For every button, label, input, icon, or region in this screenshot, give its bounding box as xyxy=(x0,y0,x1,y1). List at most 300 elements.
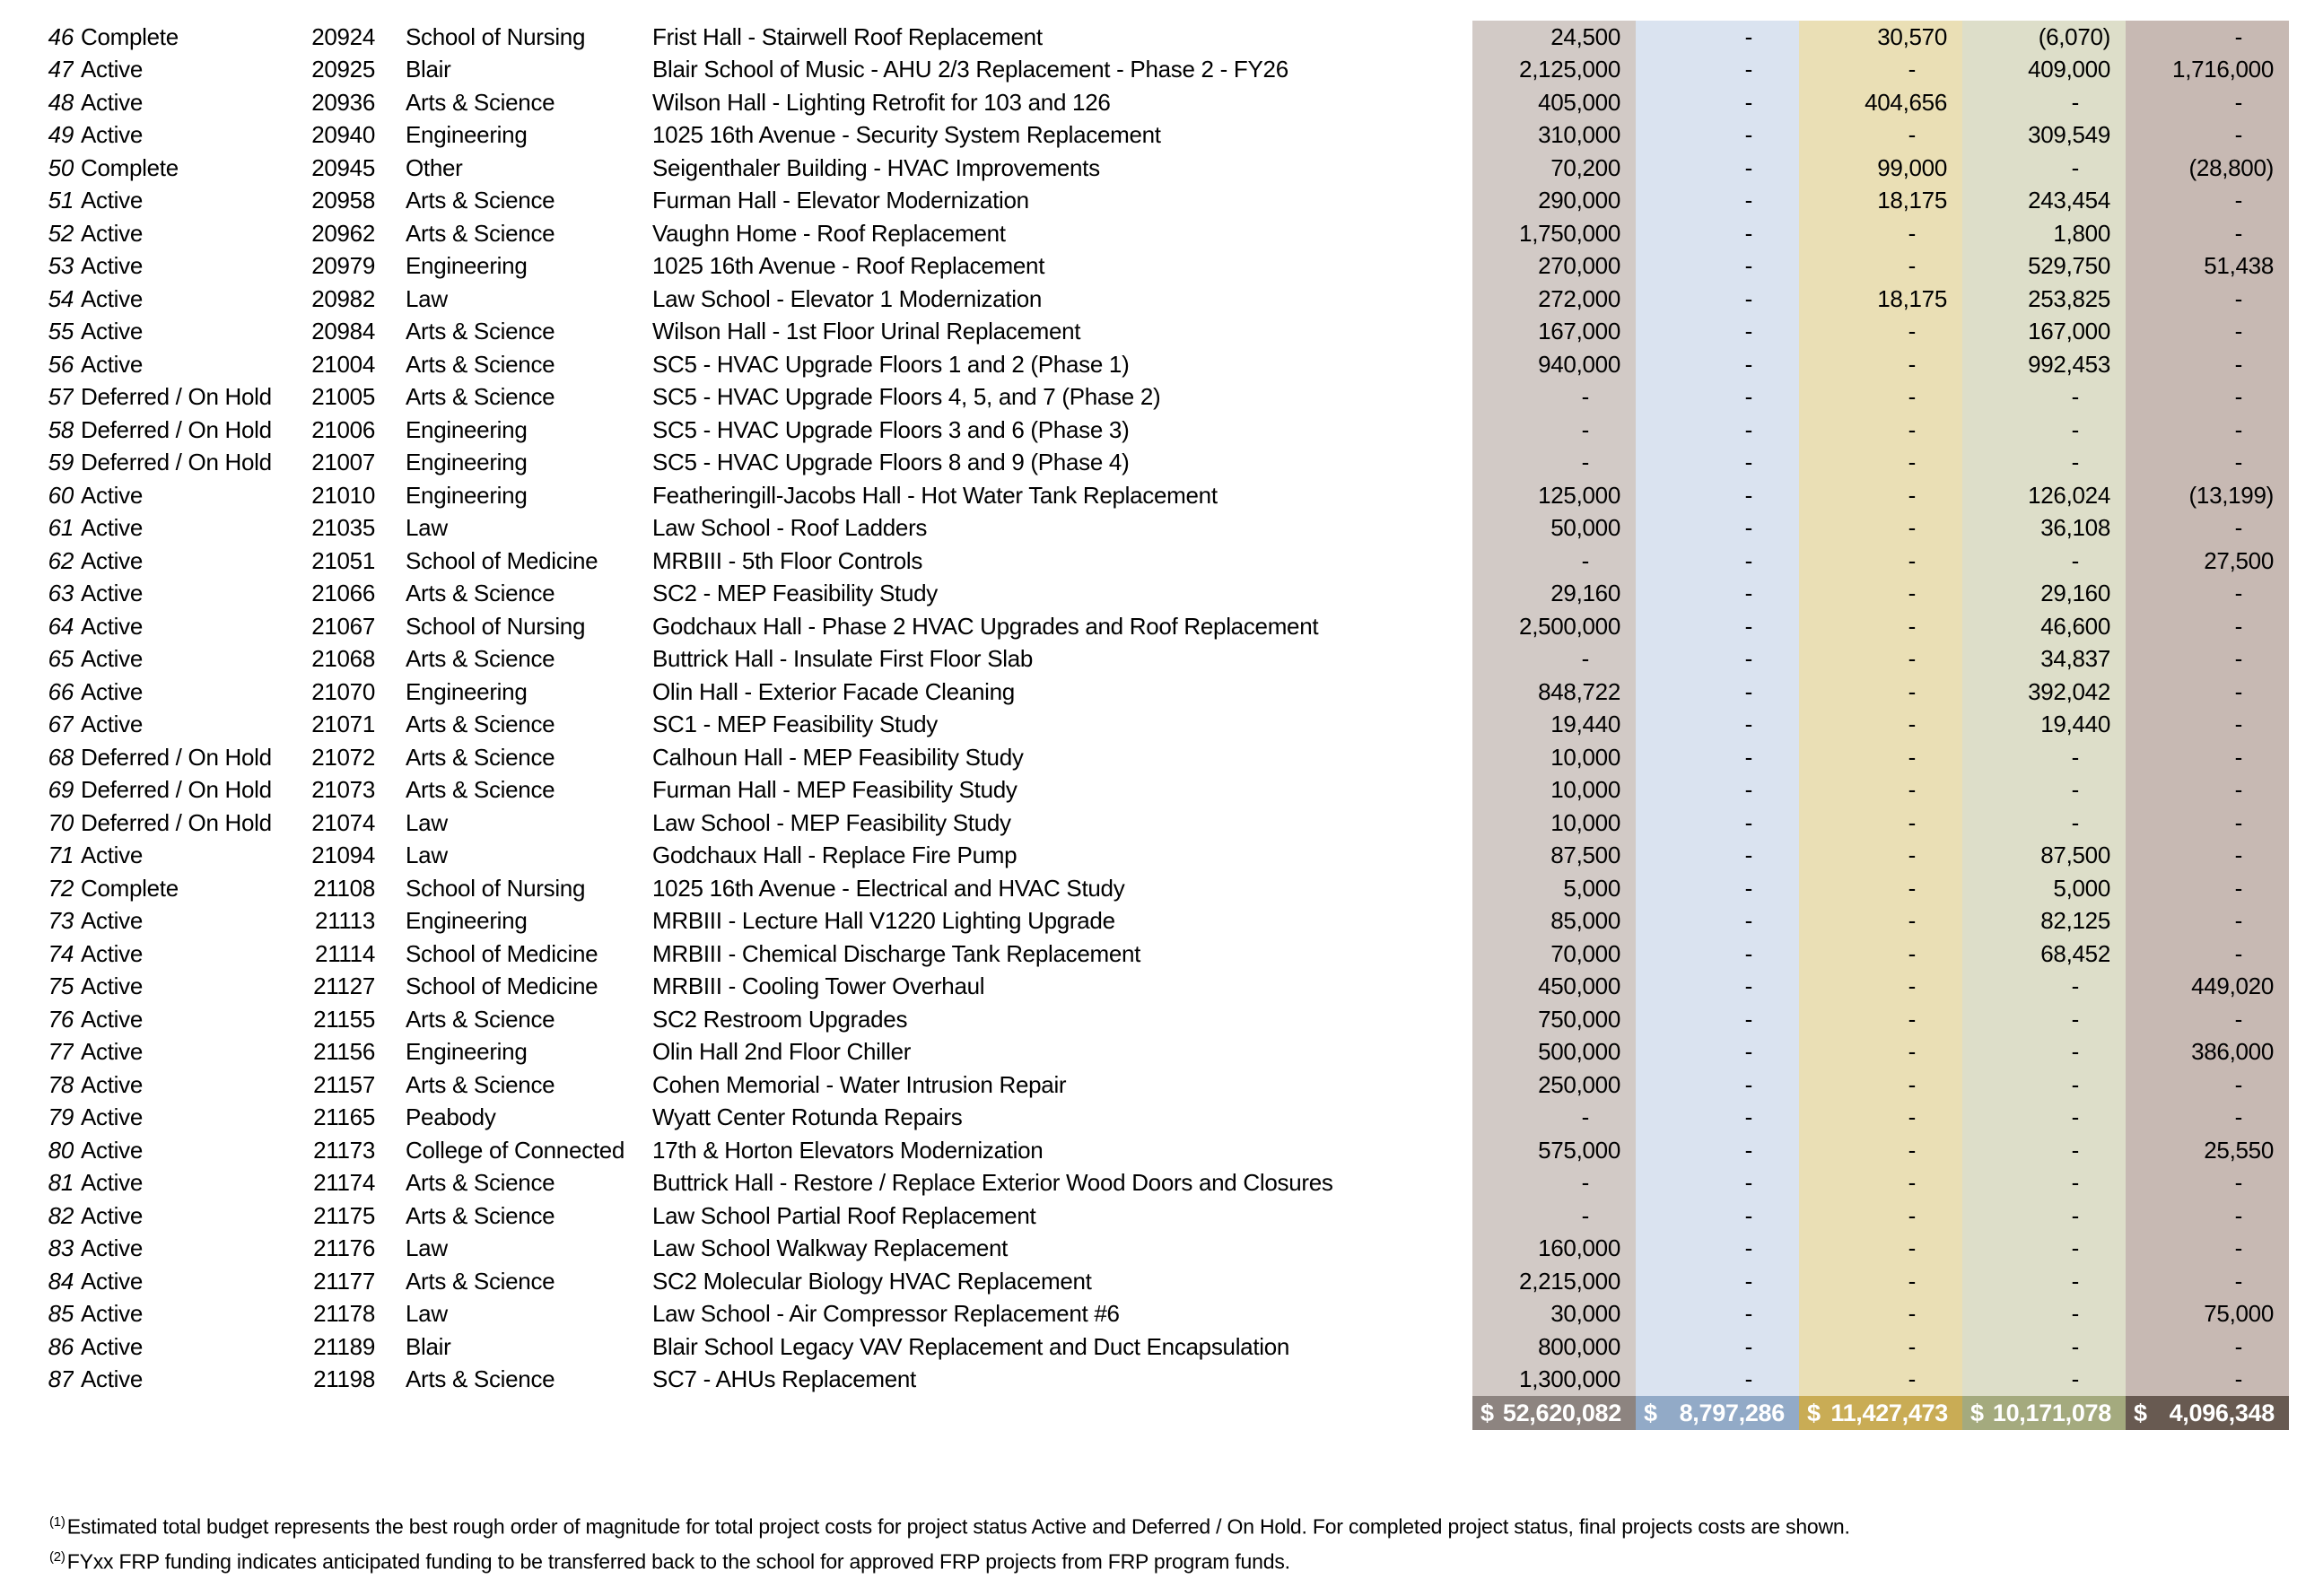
cell-amount-1[interactable]: 2,125,000 xyxy=(1472,54,1636,87)
cell-amount-1[interactable]: 2,215,000 xyxy=(1472,1265,1636,1298)
cell-amount-4[interactable]: 309,549 xyxy=(1962,119,2126,153)
cell-amount-5[interactable]: 75,000 xyxy=(2126,1298,2289,1331)
cell-school[interactable]: Engineering xyxy=(406,449,528,476)
cell-amount-1[interactable]: 800,000 xyxy=(1472,1330,1636,1364)
cell-description[interactable]: Furman Hall - MEP Feasibility Study xyxy=(652,776,1017,804)
cell-amount-5[interactable]: - xyxy=(2126,381,2289,414)
cell-amount-4[interactable]: - xyxy=(1962,447,2126,480)
cell-status[interactable]: Active xyxy=(81,1267,144,1295)
cell-amount-4[interactable]: 992,453 xyxy=(1962,348,2126,381)
cell-amount-4[interactable]: - xyxy=(1962,152,2126,185)
cell-amount-4[interactable]: - xyxy=(1962,807,2126,840)
cell-amount-2[interactable]: - xyxy=(1636,1199,1799,1233)
cell-amount-4[interactable]: 46,600 xyxy=(1962,610,2126,643)
cell-amount-4[interactable]: - xyxy=(1962,1298,2126,1331)
cell-project-number[interactable]: 21127 xyxy=(313,972,375,1000)
cell-amount-4[interactable]: (6,070) xyxy=(1962,21,2126,54)
cell-amount-4[interactable]: 529,750 xyxy=(1962,250,2126,283)
cell-amount-5[interactable]: - xyxy=(2126,21,2289,54)
cell-description[interactable]: 1025 16th Avenue - Security System Replacement xyxy=(652,121,1161,149)
cell-row-number[interactable]: 73 xyxy=(48,907,74,935)
cell-school[interactable]: Arts & Science xyxy=(406,1070,555,1098)
total-amount-2[interactable] xyxy=(1636,1396,1799,1430)
cell-amount-5[interactable]: 27,500 xyxy=(2126,545,2289,578)
cell-status[interactable]: Active xyxy=(81,1005,144,1033)
cell-status[interactable]: Active xyxy=(81,972,144,1000)
cell-amount-3[interactable]: - xyxy=(1799,1036,1962,1069)
cell-description[interactable]: SC5 - HVAC Upgrade Floors 8 and 9 (Phase 4) xyxy=(652,449,1130,476)
cell-description[interactable]: Featheringill-Jacobs Hall - Hot Water Tank Replacement xyxy=(652,481,1218,509)
cell-amount-4[interactable]: - xyxy=(1962,1134,2126,1167)
cell-status[interactable]: Active xyxy=(81,350,144,378)
cell-amount-4[interactable]: 19,440 xyxy=(1962,709,2126,742)
cell-status[interactable]: Active xyxy=(81,1332,144,1360)
cell-row-number[interactable]: 67 xyxy=(48,711,74,738)
cell-amount-1[interactable]: 19,440 xyxy=(1472,709,1636,742)
cell-status[interactable]: Active xyxy=(81,252,144,280)
cell-amount-3[interactable]: - xyxy=(1799,217,1962,250)
cell-amount-3[interactable]: 18,175 xyxy=(1799,283,1962,316)
cell-description[interactable]: SC1 - MEP Feasibility Study xyxy=(652,711,938,738)
cell-description[interactable]: Wyatt Center Rotunda Repairs xyxy=(652,1103,963,1131)
cell-project-number[interactable]: 21067 xyxy=(311,612,375,640)
cell-status[interactable]: Active xyxy=(81,1169,144,1197)
cell-description[interactable]: Law School Partial Roof Replacement xyxy=(652,1201,1036,1229)
cell-school[interactable]: Engineering xyxy=(406,677,528,705)
cell-project-number[interactable]: 21173 xyxy=(313,1136,375,1164)
cell-amount-1[interactable]: 250,000 xyxy=(1472,1068,1636,1102)
cell-amount-1[interactable]: 167,000 xyxy=(1472,316,1636,349)
cell-status[interactable]: Active xyxy=(81,187,144,214)
cell-project-number[interactable]: 21010 xyxy=(311,481,375,509)
cell-amount-5[interactable]: - xyxy=(2126,447,2289,480)
cell-school[interactable]: School of Nursing xyxy=(406,22,586,50)
cell-row-number[interactable]: 64 xyxy=(48,612,74,640)
cell-amount-2[interactable]: - xyxy=(1636,348,1799,381)
total-amount-5[interactable] xyxy=(2126,1396,2289,1430)
cell-school[interactable]: Peabody xyxy=(406,1103,496,1131)
cell-amount-3[interactable]: - xyxy=(1799,1233,1962,1266)
cell-amount-4[interactable]: - xyxy=(1962,1102,2126,1135)
cell-school[interactable]: School of Nursing xyxy=(406,874,586,902)
cell-amount-3[interactable]: 30,570 xyxy=(1799,21,1962,54)
cell-school[interactable]: Arts & Science xyxy=(406,1005,555,1033)
cell-row-number[interactable]: 65 xyxy=(48,645,74,673)
cell-status[interactable]: Deferred / On Hold xyxy=(81,383,272,411)
cell-amount-5[interactable]: - xyxy=(2126,1102,2289,1135)
cell-description[interactable]: SC5 - HVAC Upgrade Floors 4, 5, and 7 (Phase 2) xyxy=(652,383,1161,411)
cell-amount-5[interactable]: - xyxy=(2126,348,2289,381)
cell-project-number[interactable]: 21177 xyxy=(313,1267,375,1295)
cell-school[interactable]: Arts & Science xyxy=(406,219,555,247)
cell-amount-3[interactable]: - xyxy=(1799,741,1962,774)
cell-row-number[interactable]: 57 xyxy=(48,383,74,411)
cell-amount-3[interactable]: 99,000 xyxy=(1799,152,1962,185)
cell-amount-1[interactable]: 87,500 xyxy=(1472,840,1636,873)
cell-project-number[interactable]: 21114 xyxy=(315,939,375,967)
cell-amount-2[interactable]: - xyxy=(1636,479,1799,512)
cell-amount-4[interactable]: - xyxy=(1962,1003,2126,1036)
cell-project-number[interactable]: 21175 xyxy=(313,1201,375,1229)
cell-amount-2[interactable]: - xyxy=(1636,152,1799,185)
cell-amount-3[interactable]: - xyxy=(1799,250,1962,283)
cell-amount-4[interactable]: - xyxy=(1962,1167,2126,1200)
cell-amount-2[interactable]: - xyxy=(1636,1134,1799,1167)
cell-amount-1[interactable]: 270,000 xyxy=(1472,250,1636,283)
cell-row-number[interactable]: 74 xyxy=(48,939,74,967)
cell-amount-1[interactable]: 848,722 xyxy=(1472,676,1636,709)
cell-amount-2[interactable]: - xyxy=(1636,414,1799,447)
cell-row-number[interactable]: 78 xyxy=(48,1070,74,1098)
cell-project-number[interactable]: 20940 xyxy=(311,121,375,149)
cell-amount-5[interactable]: - xyxy=(2126,610,2289,643)
cell-amount-3[interactable]: - xyxy=(1799,905,1962,938)
cell-amount-2[interactable]: - xyxy=(1636,250,1799,283)
cell-amount-1[interactable]: 405,000 xyxy=(1472,86,1636,119)
cell-project-number[interactable]: 21198 xyxy=(313,1365,375,1393)
cell-amount-3[interactable]: - xyxy=(1799,1364,1962,1397)
cell-status[interactable]: Active xyxy=(81,88,144,116)
cell-project-number[interactable]: 20984 xyxy=(311,318,375,345)
cell-row-number[interactable]: 82 xyxy=(48,1201,74,1229)
cell-amount-3[interactable]: - xyxy=(1799,414,1962,447)
cell-amount-3[interactable]: - xyxy=(1799,545,1962,578)
cell-amount-3[interactable]: - xyxy=(1799,316,1962,349)
cell-school[interactable]: School of Medicine xyxy=(406,972,598,1000)
cell-amount-4[interactable]: - xyxy=(1962,1233,2126,1266)
cell-amount-1[interactable]: 290,000 xyxy=(1472,185,1636,218)
cell-amount-4[interactable]: - xyxy=(1962,381,2126,414)
cell-description[interactable]: Blair School of Music - AHU 2/3 Replacement - Phase 2 - FY26 xyxy=(652,56,1288,83)
cell-amount-5[interactable]: - xyxy=(2126,119,2289,153)
cell-description[interactable]: Godchaux Hall - Replace Fire Pump xyxy=(652,842,1017,869)
cell-row-number[interactable]: 53 xyxy=(48,252,74,280)
cell-amount-4[interactable]: 1,800 xyxy=(1962,217,2126,250)
cell-amount-5[interactable]: - xyxy=(2126,643,2289,676)
cell-status[interactable]: Active xyxy=(81,1038,144,1066)
cell-amount-2[interactable]: - xyxy=(1636,938,1799,971)
cell-amount-3[interactable]: - xyxy=(1799,1003,1962,1036)
cell-amount-4[interactable]: 409,000 xyxy=(1962,54,2126,87)
cell-amount-2[interactable]: - xyxy=(1636,774,1799,807)
cell-status[interactable]: Active xyxy=(81,580,144,607)
cell-amount-5[interactable]: - xyxy=(2126,1003,2289,1036)
cell-row-number[interactable]: 85 xyxy=(48,1300,74,1328)
cell-amount-4[interactable]: - xyxy=(1962,774,2126,807)
cell-row-number[interactable]: 76 xyxy=(48,1005,74,1033)
cell-project-number[interactable]: 21068 xyxy=(311,645,375,673)
cell-amount-3[interactable]: - xyxy=(1799,1298,1962,1331)
cell-description[interactable]: Seigenthaler Building - HVAC Improvements xyxy=(652,153,1100,181)
cell-project-number[interactable]: 20936 xyxy=(311,88,375,116)
cell-status[interactable]: Active xyxy=(81,514,144,542)
cell-status[interactable]: Active xyxy=(81,645,144,673)
cell-project-number[interactable]: 21051 xyxy=(311,546,375,574)
cell-school[interactable]: Arts & Science xyxy=(406,711,555,738)
cell-status[interactable]: Complete xyxy=(81,22,179,50)
cell-amount-4[interactable]: - xyxy=(1962,1068,2126,1102)
cell-amount-5[interactable]: - xyxy=(2126,905,2289,938)
cell-amount-3[interactable]: - xyxy=(1799,1265,1962,1298)
cell-amount-5[interactable]: - xyxy=(2126,872,2289,905)
cell-project-number[interactable]: 21071 xyxy=(311,711,375,738)
cell-amount-5[interactable]: - xyxy=(2126,938,2289,971)
cell-amount-3[interactable]: - xyxy=(1799,348,1962,381)
cell-status[interactable]: Active xyxy=(81,1103,144,1131)
cell-status[interactable]: Active xyxy=(81,612,144,640)
cell-amount-2[interactable]: - xyxy=(1636,610,1799,643)
cell-amount-5[interactable]: (28,800) xyxy=(2126,152,2289,185)
cell-amount-1[interactable]: - xyxy=(1472,1167,1636,1200)
cell-description[interactable]: Law School - Elevator 1 Modernization xyxy=(652,284,1043,312)
cell-description[interactable]: Wilson Hall - Lighting Retrofit for 103 and 126 xyxy=(652,88,1111,116)
cell-description[interactable]: Olin Hall 2nd Floor Chiller xyxy=(652,1038,912,1066)
cell-amount-3[interactable]: - xyxy=(1799,840,1962,873)
cell-school[interactable]: Arts & Science xyxy=(406,88,555,116)
cell-amount-3[interactable]: - xyxy=(1799,1068,1962,1102)
cell-amount-2[interactable]: - xyxy=(1636,1330,1799,1364)
cell-amount-4[interactable]: - xyxy=(1962,1199,2126,1233)
cell-amount-5[interactable]: - xyxy=(2126,1167,2289,1200)
cell-amount-4[interactable]: 5,000 xyxy=(1962,872,2126,905)
cell-amount-1[interactable]: 272,000 xyxy=(1472,283,1636,316)
cell-amount-1[interactable]: 24,500 xyxy=(1472,21,1636,54)
cell-description[interactable]: Furman Hall - Elevator Modernization xyxy=(652,187,1029,214)
cell-project-number[interactable]: 20962 xyxy=(311,219,375,247)
cell-amount-2[interactable]: - xyxy=(1636,21,1799,54)
cell-amount-4[interactable]: - xyxy=(1962,1265,2126,1298)
cell-amount-1[interactable]: - xyxy=(1472,381,1636,414)
cell-amount-1[interactable]: 500,000 xyxy=(1472,1036,1636,1069)
cell-row-number[interactable]: 60 xyxy=(48,481,74,509)
cell-amount-1[interactable]: 125,000 xyxy=(1472,479,1636,512)
cell-status[interactable]: Active xyxy=(81,677,144,705)
cell-amount-1[interactable]: 85,000 xyxy=(1472,905,1636,938)
cell-amount-5[interactable]: - xyxy=(2126,283,2289,316)
cell-row-number[interactable]: 47 xyxy=(48,56,74,83)
cell-amount-3[interactable]: - xyxy=(1799,872,1962,905)
cell-amount-3[interactable]: - xyxy=(1799,479,1962,512)
cell-project-number[interactable]: 21074 xyxy=(311,808,375,836)
cell-status[interactable]: Active xyxy=(81,711,144,738)
cell-amount-2[interactable]: - xyxy=(1636,905,1799,938)
cell-description[interactable]: Blair School Legacy VAV Replacement and Duct Encapsulation xyxy=(652,1332,1290,1360)
cell-project-number[interactable]: 21176 xyxy=(313,1234,375,1262)
cell-amount-3[interactable]: - xyxy=(1799,1134,1962,1167)
cell-row-number[interactable]: 71 xyxy=(48,842,74,869)
cell-amount-3[interactable]: - xyxy=(1799,610,1962,643)
cell-amount-2[interactable]: - xyxy=(1636,1265,1799,1298)
cell-description[interactable]: SC2 Molecular Biology HVAC Replacement xyxy=(652,1267,1092,1295)
cell-row-number[interactable]: 87 xyxy=(48,1365,74,1393)
cell-amount-4[interactable]: - xyxy=(1962,1364,2126,1397)
cell-amount-1[interactable]: 1,750,000 xyxy=(1472,217,1636,250)
cell-status[interactable]: Deferred / On Hold xyxy=(81,415,272,443)
cell-amount-3[interactable]: - xyxy=(1799,447,1962,480)
cell-description[interactable]: SC2 Restroom Upgrades xyxy=(652,1005,908,1033)
cell-amount-1[interactable]: 10,000 xyxy=(1472,774,1636,807)
cell-amount-2[interactable]: - xyxy=(1636,381,1799,414)
cell-status[interactable]: Active xyxy=(81,481,144,509)
cell-amount-5[interactable]: - xyxy=(2126,1068,2289,1102)
cell-status[interactable]: Active xyxy=(81,1234,144,1262)
cell-amount-2[interactable]: - xyxy=(1636,1003,1799,1036)
cell-amount-4[interactable]: 82,125 xyxy=(1962,905,2126,938)
cell-status[interactable]: Active xyxy=(81,56,144,83)
cell-school[interactable]: Arts & Science xyxy=(406,187,555,214)
cell-description[interactable]: Buttrick Hall - Insulate First Floor Slab xyxy=(652,645,1034,673)
cell-amount-1[interactable]: 2,500,000 xyxy=(1472,610,1636,643)
cell-amount-5[interactable]: - xyxy=(2126,741,2289,774)
cell-school[interactable]: School of Medicine xyxy=(406,939,598,967)
cell-amount-3[interactable]: - xyxy=(1799,381,1962,414)
cell-amount-5[interactable]: 386,000 xyxy=(2126,1036,2289,1069)
cell-amount-3[interactable]: - xyxy=(1799,676,1962,709)
total-amount-1[interactable] xyxy=(1472,1396,1636,1430)
cell-school[interactable]: Blair xyxy=(406,56,451,83)
cell-amount-2[interactable]: - xyxy=(1636,709,1799,742)
cell-description[interactable]: Law School Walkway Replacement xyxy=(652,1234,1009,1262)
cell-description[interactable]: Law School - Roof Ladders xyxy=(652,514,928,542)
cell-school[interactable]: Law xyxy=(406,1234,448,1262)
cell-amount-4[interactable]: 126,024 xyxy=(1962,479,2126,512)
cell-project-number[interactable]: 20958 xyxy=(311,187,375,214)
cell-status[interactable]: Active xyxy=(81,318,144,345)
cell-description[interactable]: Olin Hall - Exterior Facade Cleaning xyxy=(652,677,1015,705)
cell-amount-5[interactable]: - xyxy=(2126,709,2289,742)
cell-amount-5[interactable]: 449,020 xyxy=(2126,971,2289,1004)
cell-amount-1[interactable]: - xyxy=(1472,545,1636,578)
cell-amount-5[interactable]: - xyxy=(2126,840,2289,873)
cell-project-number[interactable]: 21072 xyxy=(311,743,375,771)
cell-school[interactable]: Arts & Science xyxy=(406,318,555,345)
cell-amount-1[interactable]: 310,000 xyxy=(1472,119,1636,153)
cell-amount-1[interactable]: 750,000 xyxy=(1472,1003,1636,1036)
cell-project-number[interactable]: 21174 xyxy=(313,1169,375,1197)
cell-row-number[interactable]: 46 xyxy=(48,22,74,50)
cell-row-number[interactable]: 52 xyxy=(48,219,74,247)
cell-project-number[interactable]: 21004 xyxy=(311,350,375,378)
cell-row-number[interactable]: 77 xyxy=(48,1038,74,1066)
cell-project-number[interactable]: 21156 xyxy=(313,1038,375,1066)
cell-description[interactable]: 1025 16th Avenue - Roof Replacement xyxy=(652,252,1045,280)
cell-amount-4[interactable]: - xyxy=(1962,741,2126,774)
cell-amount-5[interactable]: - xyxy=(2126,676,2289,709)
cell-amount-1[interactable]: 160,000 xyxy=(1472,1233,1636,1266)
cell-project-number[interactable]: 20982 xyxy=(311,284,375,312)
total-amount-3[interactable] xyxy=(1799,1396,1962,1430)
cell-row-number[interactable]: 66 xyxy=(48,677,74,705)
cell-amount-5[interactable]: - xyxy=(2126,1330,2289,1364)
cell-project-number[interactable]: 20945 xyxy=(311,153,375,181)
cell-amount-4[interactable]: 243,454 xyxy=(1962,185,2126,218)
cell-amount-2[interactable]: - xyxy=(1636,1102,1799,1135)
cell-school[interactable]: Engineering xyxy=(406,1038,528,1066)
cell-amount-2[interactable]: - xyxy=(1636,54,1799,87)
cell-school[interactable]: School of Medicine xyxy=(406,546,598,574)
cell-amount-5[interactable]: (13,199) xyxy=(2126,479,2289,512)
cell-school[interactable]: School of Nursing xyxy=(406,612,586,640)
cell-description[interactable]: MRBIII - 5th Floor Controls xyxy=(652,546,923,574)
cell-amount-2[interactable]: - xyxy=(1636,512,1799,545)
cell-amount-1[interactable]: 70,200 xyxy=(1472,152,1636,185)
cell-description[interactable]: Frist Hall - Stairwell Roof Replacement xyxy=(652,22,1043,50)
cell-amount-1[interactable]: - xyxy=(1472,447,1636,480)
cell-amount-5[interactable]: - xyxy=(2126,217,2289,250)
total-amount-4[interactable] xyxy=(1962,1396,2126,1430)
cell-row-number[interactable]: 63 xyxy=(48,580,74,607)
cell-amount-4[interactable]: 167,000 xyxy=(1962,316,2126,349)
cell-amount-4[interactable]: 87,500 xyxy=(1962,840,2126,873)
cell-amount-3[interactable]: - xyxy=(1799,709,1962,742)
cell-school[interactable]: Engineering xyxy=(406,121,528,149)
cell-description[interactable]: Calhoun Hall - MEP Feasibility Study xyxy=(652,743,1024,771)
cell-amount-1[interactable]: - xyxy=(1472,414,1636,447)
cell-row-number[interactable]: 55 xyxy=(48,318,74,345)
cell-amount-4[interactable]: 68,452 xyxy=(1962,938,2126,971)
cell-description[interactable]: MRBIII - Chemical Discharge Tank Replacement xyxy=(652,939,1141,967)
cell-status[interactable]: Active xyxy=(81,1201,144,1229)
cell-amount-2[interactable]: - xyxy=(1636,217,1799,250)
cell-project-number[interactable]: 21165 xyxy=(313,1103,375,1131)
cell-amount-5[interactable]: 25,550 xyxy=(2126,1134,2289,1167)
cell-description[interactable]: Buttrick Hall - Restore / Replace Exterior Wood Doors and Closures xyxy=(652,1169,1333,1197)
cell-school[interactable]: Arts & Science xyxy=(406,580,555,607)
cell-description[interactable]: 17th & Horton Elevators Modernization xyxy=(652,1136,1044,1164)
cell-amount-1[interactable]: 450,000 xyxy=(1472,971,1636,1004)
cell-amount-3[interactable]: 18,175 xyxy=(1799,185,1962,218)
cell-school[interactable]: Arts & Science xyxy=(406,1267,555,1295)
cell-description[interactable]: Wilson Hall - 1st Floor Urinal Replacement xyxy=(652,318,1081,345)
cell-amount-4[interactable]: 392,042 xyxy=(1962,676,2126,709)
cell-project-number[interactable]: 21178 xyxy=(313,1300,375,1328)
cell-amount-5[interactable]: 1,716,000 xyxy=(2126,54,2289,87)
cell-project-number[interactable]: 21108 xyxy=(313,874,375,902)
cell-amount-2[interactable]: - xyxy=(1636,676,1799,709)
cell-amount-2[interactable]: - xyxy=(1636,1167,1799,1200)
cell-status[interactable]: Complete xyxy=(81,153,179,181)
cell-status[interactable]: Complete xyxy=(81,874,179,902)
cell-status[interactable]: Deferred / On Hold xyxy=(81,449,272,476)
cell-row-number[interactable]: 86 xyxy=(48,1332,74,1360)
cell-project-number[interactable]: 21066 xyxy=(311,580,375,607)
cell-row-number[interactable]: 51 xyxy=(48,187,74,214)
cell-project-number[interactable]: 21005 xyxy=(311,383,375,411)
cell-amount-2[interactable]: - xyxy=(1636,86,1799,119)
cell-description[interactable]: MRBIII - Cooling Tower Overhaul xyxy=(652,972,985,1000)
cell-status[interactable]: Deferred / On Hold xyxy=(81,808,272,836)
cell-amount-3[interactable]: 404,656 xyxy=(1799,86,1962,119)
cell-amount-5[interactable]: - xyxy=(2126,185,2289,218)
cell-row-number[interactable]: 62 xyxy=(48,546,74,574)
cell-row-number[interactable]: 61 xyxy=(48,514,74,542)
cell-amount-2[interactable]: - xyxy=(1636,840,1799,873)
cell-amount-2[interactable]: - xyxy=(1636,971,1799,1004)
cell-status[interactable]: Active xyxy=(81,1070,144,1098)
cell-status[interactable]: Active xyxy=(81,1365,144,1393)
cell-school[interactable]: Law xyxy=(406,842,448,869)
cell-status[interactable]: Active xyxy=(81,842,144,869)
cell-project-number[interactable]: 21157 xyxy=(313,1070,375,1098)
cell-school[interactable]: Arts & Science xyxy=(406,645,555,673)
cell-school[interactable]: Law xyxy=(406,1300,448,1328)
cell-row-number[interactable]: 69 xyxy=(48,776,74,804)
cell-amount-5[interactable]: - xyxy=(2126,316,2289,349)
cell-amount-1[interactable]: 940,000 xyxy=(1472,348,1636,381)
cell-amount-4[interactable]: - xyxy=(1962,86,2126,119)
cell-amount-4[interactable]: - xyxy=(1962,1330,2126,1364)
cell-amount-2[interactable]: - xyxy=(1636,1364,1799,1397)
